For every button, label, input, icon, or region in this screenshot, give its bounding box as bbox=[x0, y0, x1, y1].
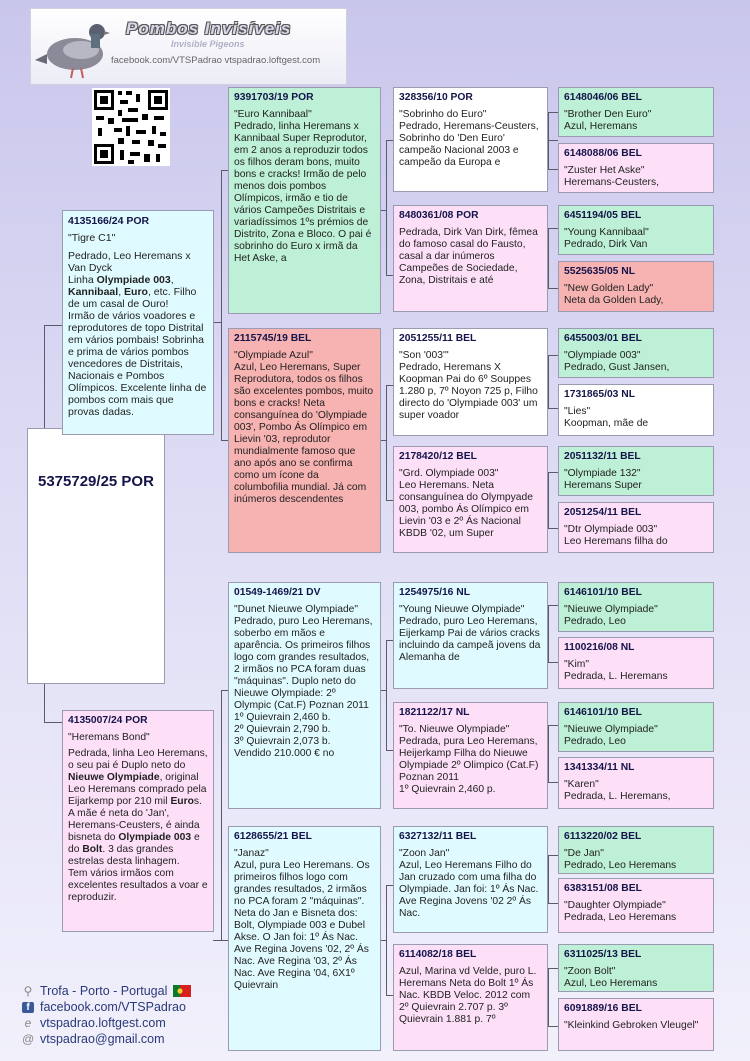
ancestor-name: "To. Nieuwe Olympiade" bbox=[399, 724, 510, 735]
grandparent-description: Pedrado, puro Leo Heremans, soberbo em mãos e aparência. Os primeiros filhos logo com grandes resultados, 2 irmãos no PCA foram duas "máquinas". Duplo neto do Nieuwe Olympiade: 2º Olympic (Cat.F) Poznan 2011 1º Quievrain 2,460 b. 2º Quievrain 2,790 b. 3º Quievrain 2,073 b. Vendido 210.000 € no bbox=[234, 616, 373, 759]
ancestor-ring: 1731865/03 NL bbox=[564, 389, 635, 400]
ancestor-description: Leo Heremans. Neta consanguínea do Olympyade 003, pombo Ás Olímpico em Lievin '03 e 2º Ás Nacional KBDB '02, um Super bbox=[399, 480, 533, 539]
ancestor-name: "Nieuwe Olympiade" bbox=[564, 724, 658, 735]
ancestor-description: Pedrado, Leo Heremans bbox=[564, 860, 677, 871]
qr-code-icon bbox=[92, 88, 170, 166]
grandparent-description: Pedrado, linha Heremans x Kannibaal Super Reprodutor, em 2 anos a reproduzir todos os filhos deram bons, muito bons e cracks! Irmão de pelo menos dois pombos Olímpicos, irmão e tio de vários Campeões Distritais e variadíssimos 1ºs prémios de Distrito, Zona e Bloco. O pai é sobrinho do Euro x irmã da Het Aske, a bbox=[234, 121, 372, 264]
contact-email[interactable] bbox=[22, 1032, 165, 1046]
ancestor-card bbox=[558, 502, 714, 553]
dam-ring: 4135007/24 POR bbox=[68, 715, 148, 726]
ancestor-ring: 2051255/11 BEL bbox=[399, 333, 477, 344]
ancestor-name: "Olympiade 003" bbox=[564, 350, 641, 361]
ancestor-card bbox=[393, 87, 548, 192]
ancestor-description: Pedrado, Heremans X Koopman Pai do 6º Souppes 1.280 p, 7º Noyon 725 p, Filho directo do 'Olympiade 003' um super voador bbox=[399, 362, 538, 421]
ancestor-card bbox=[558, 637, 714, 689]
facebook-icon: f bbox=[22, 1002, 34, 1013]
ancestor-name: "Nieuwe Olympiade" bbox=[564, 604, 658, 615]
ancestor-ring: 1100216/08 NL bbox=[564, 642, 635, 653]
grandparent-name: "Janaz" bbox=[234, 848, 269, 859]
ancestor-description: Azul, Leo Heremans bbox=[564, 978, 658, 989]
ancestor-card bbox=[558, 446, 714, 496]
ancestor-ring: 6091889/16 BEL bbox=[564, 1003, 642, 1014]
ancestor-card bbox=[558, 944, 714, 992]
ancestor-description: Pedrada, pura Leo Heremans, Heijerkamp Filha do Nieuwe Olympiade 2º Olimpico (Cat.F) Poznan 2011 1º Quievrain 2,460 p. bbox=[399, 736, 539, 795]
portugal-flag-icon bbox=[173, 985, 191, 997]
ancestor-ring: 1821122/17 NL bbox=[399, 707, 470, 718]
granddam-paternal-card bbox=[228, 328, 381, 553]
ancestor-name: "De Jan" bbox=[564, 848, 604, 859]
contact-website-text[interactable]: vtspadrao.loftgest.com bbox=[40, 1016, 166, 1030]
dam-description: Pedrada, linha Leo Heremans, o seu pai é Duplo neto do Nieuwe Olympiade, original Leo Heremans comprado pela Eijarkemp por 210 mil Euros. A mãe é neta do 'Jan', Heremans-Ceusters, é ainda bisneta do Olympiade 003 e do Bolt. 3 das grandes estrelas desta linhagem. Tem vários irmãos com excelentes resultados a voar e reproduzir. bbox=[68, 748, 208, 903]
grandsire-paternal-card bbox=[228, 87, 381, 314]
ancestor-card bbox=[558, 582, 714, 632]
ancestor-ring: 6113220/02 BEL bbox=[564, 831, 642, 842]
ancestor-card bbox=[558, 998, 714, 1051]
dam-name: "Heremans Bond" bbox=[68, 732, 150, 743]
ancestor-name: "Dtr Olympiade 003" bbox=[564, 524, 658, 535]
ancestor-ring: 1254975/16 NL bbox=[399, 587, 470, 598]
contact-facebook-text[interactable]: facebook.com/VTSPadrao bbox=[40, 1000, 186, 1014]
ancestor-card bbox=[393, 446, 548, 553]
ancestor-description: Azul, Marina vd Velde, puro L. Heremans Neta do Bolt 1º Ás Nac. KBDB Veloc. 2012 com 2º Quievrain 2.707 p. 3º Quievrain 1.881 p. 7º bbox=[399, 966, 537, 1025]
ancestor-ring: 8480361/08 POR bbox=[399, 210, 479, 221]
ancestor-name: "Olympiade 132" bbox=[564, 468, 641, 479]
ancestor-name: "Karen" bbox=[564, 779, 599, 790]
ancestor-card bbox=[558, 143, 714, 193]
ancestor-card bbox=[393, 944, 548, 1051]
ancestor-name: "Sobrinho do Euro" bbox=[399, 109, 487, 120]
ancestor-name: "Kim" bbox=[564, 659, 590, 670]
ancestor-name: "Zuster Het Aske" bbox=[564, 165, 645, 176]
grandparent-ring: 9391703/19 POR bbox=[234, 92, 314, 103]
ancestor-ring: 5525635/05 NL bbox=[564, 266, 635, 277]
contact-location-text: Trofa - Porto - Portugal bbox=[40, 984, 168, 998]
ancestor-description: Koopman, mãe de bbox=[564, 418, 649, 429]
brand-social-links[interactable]: facebook.com/VTSPadrao vtspadrao.loftgest.com bbox=[111, 55, 321, 66]
ancestor-description: Azul, Heremans bbox=[564, 121, 638, 132]
ancestor-name: "Son '003'" bbox=[399, 350, 449, 361]
ancestor-description: Pedrado, Dirk Van bbox=[564, 239, 648, 250]
ancestor-name: "Lies" bbox=[564, 406, 591, 417]
ancestor-description: Leo Heremans filha do bbox=[564, 536, 668, 547]
ancestor-name: "Young Kannibaal" bbox=[564, 227, 649, 238]
ancestor-description: Pedrado, Leo bbox=[564, 616, 626, 627]
ancestor-description: Pedrada, Leo Heremans bbox=[564, 912, 677, 923]
ancestor-card bbox=[558, 205, 714, 255]
ancestor-description: Pedrada, L. Heremans bbox=[564, 671, 668, 682]
ancestor-card bbox=[558, 878, 714, 933]
ancestor-card bbox=[558, 261, 714, 312]
ancestor-name: "Kleinkind Gebroken Vleugel" bbox=[564, 1020, 699, 1031]
contact-location bbox=[22, 984, 191, 998]
ancestor-card bbox=[393, 826, 548, 933]
ancestor-ring: 6451194/05 BEL bbox=[564, 210, 642, 221]
ancestor-description: Pedrada, Dirk Van Dirk, fêmea do famoso casal do Fausto, casal a dar inúmeros Campeões de Sociedade, Zona, Distritais e até bbox=[399, 227, 538, 286]
ancestor-ring: 6148088/06 BEL bbox=[564, 148, 642, 159]
ancestor-card bbox=[558, 757, 714, 809]
ancestor-ring: 6146101/10 BEL bbox=[564, 587, 642, 598]
grandparent-ring: 2115745/19 BEL bbox=[234, 333, 312, 344]
ancestor-card bbox=[558, 702, 714, 752]
ancestor-name: "Brother Den Euro" bbox=[564, 109, 652, 120]
sire-name: "Tigre C1" bbox=[68, 232, 116, 244]
contact-facebook[interactable] bbox=[22, 1000, 186, 1014]
subject-pigeon-card bbox=[27, 428, 165, 684]
ancestor-name: "Young Nieuwe Olympiade" bbox=[399, 604, 525, 615]
ancestor-description: Pedrado, Leo bbox=[564, 736, 626, 747]
ancestor-ring: 6383151/08 BEL bbox=[564, 883, 642, 894]
ancestor-description: Pedrada, L. Heremans, bbox=[564, 791, 671, 802]
grandparent-description: Azul, Leo Heremans, Super Reprodutora, todos os filhos são excelentes pombos, muito bons e cracks! Neta consanguínea do 'Olympiade 003', Pombo Ás Olímpico em Lievin '03, reprodutor mundialmente famoso que ano após ano se confirma como um ícone da columbofilia mundial. Já com inúmeros descendentes bbox=[234, 362, 374, 505]
ancestor-description: Pedrado, Gust Jansen, bbox=[564, 362, 670, 373]
grandparent-description: Azul, pura Leo Heremans. Os primeiros filhos logo com grandes resultados, 2 irmãos no PCA foram 2 "máquinas". Neta do Jan e Bisneta dos: Bolt, Olympiade 003 e Dubel Akse. O Jan foi: 1º Ás Nac. Ave Regina Jovens '02, 2º Ás Nac. Ave Regina '03, 2º Ás Nac. Ave Regina '04, 6X1º Quievrain bbox=[234, 860, 370, 991]
grandparent-name: "Dunet Nieuwe Olympiade" bbox=[234, 604, 359, 615]
brand-subtitle: Invisible Pigeons bbox=[171, 39, 245, 49]
ancestor-name: "Daughter Olympiade" bbox=[564, 900, 666, 911]
ancestor-description: Azul, Leo Heremans Filho do Jan cruzado com uma filha do Olympiade. Jan foi: 1º Ás Nac. Ave Regina Jovens '02 2º Ás Nac. bbox=[399, 860, 539, 919]
dam-card bbox=[62, 710, 214, 932]
ancestor-ring: 2051132/11 BEL bbox=[564, 451, 641, 462]
pigeon-icon bbox=[33, 12, 111, 82]
ancestor-description: Heremans-Ceusters, bbox=[564, 177, 659, 188]
ancestor-description: Neta da Golden Lady, bbox=[564, 295, 664, 306]
ancestor-description: Heremans Super bbox=[564, 480, 642, 491]
ancestor-card bbox=[393, 328, 548, 436]
ancestor-ring: 6146101/10 BEL bbox=[564, 707, 642, 718]
ancestor-ring: 6311025/13 BEL bbox=[564, 949, 642, 960]
brand-header bbox=[30, 8, 347, 85]
ancestor-card bbox=[558, 87, 714, 137]
ancestor-name: "Zoon Jan" bbox=[399, 848, 450, 859]
ancestor-ring: 6327132/11 BEL bbox=[399, 831, 477, 842]
granddam-maternal-card bbox=[228, 826, 381, 1051]
ancestor-ring: 328356/10 POR bbox=[399, 92, 473, 103]
contact-email-text[interactable]: vtspadrao@gmail.com bbox=[40, 1032, 165, 1046]
sire-card bbox=[62, 210, 214, 435]
ancestor-ring: 6114082/18 BEL bbox=[399, 949, 477, 960]
sire-description: Pedrado, Leo Heremans x Van Dyck Linha Olympiade 003, Kannibaal, Euro, etc. Filho de um casal de Ouro! Irmão de vários voadores e reprodutores de topo Distrital em vários pombais! Sobrinha e prima de vários pombos vencedores de Distritais, Nacionais e Pombos Olímpicos. Excelente linha de pombos com mais que provas dadas. bbox=[68, 250, 207, 418]
ancestor-ring: 6455003/01 BEL bbox=[564, 333, 642, 344]
ancestor-card bbox=[558, 384, 714, 436]
ancestor-ring: 2051254/11 BEL bbox=[564, 507, 642, 518]
ancestor-name: "Zoon Bolt" bbox=[564, 966, 616, 977]
ancestor-name: "Grd. Olympiade 003" bbox=[399, 468, 499, 479]
sire-ring: 4135166/24 POR bbox=[68, 215, 150, 227]
grandparent-ring: 6128655/21 BEL bbox=[234, 831, 312, 842]
ancestor-name: "New Golden Lady" bbox=[564, 283, 654, 294]
grandparent-ring: 01549-1469/21 DV bbox=[234, 587, 321, 598]
grandparent-name: "Euro Kannibaal" bbox=[234, 109, 312, 120]
grandsire-maternal-card bbox=[228, 582, 381, 809]
ancestor-card bbox=[393, 205, 548, 312]
ancestor-description: Pedrado, puro Leo Heremans, Eijerkamp Pai de vários cracks incluindo da campeã jovens da Alemanha de bbox=[399, 616, 541, 663]
location-pin-icon: ⚲ bbox=[23, 984, 33, 998]
ancestor-card bbox=[393, 582, 548, 689]
ancestor-ring: 6148046/06 BEL bbox=[564, 92, 642, 103]
ancestor-card bbox=[393, 702, 548, 809]
ancestor-card bbox=[558, 328, 714, 378]
contact-website[interactable] bbox=[22, 1016, 166, 1030]
ancestor-card bbox=[558, 826, 714, 874]
brand-title: Pombos Invisíveis bbox=[126, 19, 292, 38]
subject-ring: 5375729/25 POR bbox=[38, 473, 154, 490]
grandparent-name: "Olympiade Azul" bbox=[234, 350, 313, 361]
ancestor-ring: 1341334/11 NL bbox=[564, 762, 635, 773]
web-icon: e bbox=[24, 1016, 32, 1030]
ancestor-ring: 2178420/12 BEL bbox=[399, 451, 477, 462]
email-icon: @ bbox=[22, 1032, 35, 1046]
ancestor-description: Pedrado, Heremans-Ceusters, Sobrinho do 'Den Euro' campeão Nacional 2003 e campeão da Europa e bbox=[399, 121, 539, 168]
